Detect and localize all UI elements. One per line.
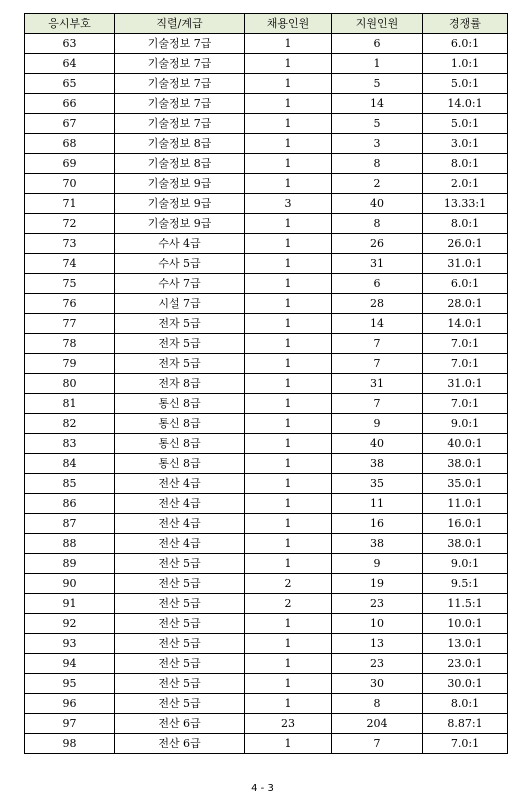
position-grade-cell: 통신 8급 [115, 434, 245, 454]
position-grade-cell: 통신 8급 [115, 414, 245, 434]
hiring-count-cell: 1 [245, 34, 332, 54]
exam-code-cell: 83 [25, 434, 115, 454]
competition-ratio-cell: 10.0:1 [423, 614, 508, 634]
position-grade-cell: 전산 6급 [115, 734, 245, 754]
hiring-count-cell: 3 [245, 194, 332, 214]
table-row [25, 654, 508, 674]
position-grade-cell: 수사 7급 [115, 274, 245, 294]
hiring-count-cell: 1 [245, 274, 332, 294]
position-grade-cell: 전자 8급 [115, 374, 245, 394]
table-row [25, 54, 508, 74]
table-row [25, 474, 508, 494]
applicant-count-cell: 6 [332, 274, 423, 294]
applicant-count-cell: 19 [332, 574, 423, 594]
exam-code-cell: 70 [25, 174, 115, 194]
hiring-count-cell: 1 [245, 94, 332, 114]
position-grade-cell: 전산 5급 [115, 694, 245, 714]
position-grade-cell: 전산 4급 [115, 474, 245, 494]
competition-ratio-cell: 26.0:1 [423, 234, 508, 254]
exam-code-cell: 97 [25, 714, 115, 734]
exam-code-cell: 73 [25, 234, 115, 254]
exam-code-cell: 71 [25, 194, 115, 214]
position-grade-cell: 전산 4급 [115, 534, 245, 554]
hiring-count-cell: 1 [245, 554, 332, 574]
table-row [25, 734, 508, 754]
position-grade-cell: 전산 4급 [115, 514, 245, 534]
competition-ratio-cell: 31.0:1 [423, 374, 508, 394]
table-body [25, 34, 508, 754]
competition-ratio-cell: 11.0:1 [423, 494, 508, 514]
hiring-count-cell: 1 [245, 454, 332, 474]
exam-code-cell: 85 [25, 474, 115, 494]
exam-code-cell: 93 [25, 634, 115, 654]
hiring-count-cell: 1 [245, 414, 332, 434]
exam-code-cell: 88 [25, 534, 115, 554]
table-row [25, 294, 508, 314]
competition-ratio-cell: 23.0:1 [423, 654, 508, 674]
competition-ratio-cell: 5.0:1 [423, 114, 508, 134]
exam-code-cell: 80 [25, 374, 115, 394]
hiring-count-cell: 1 [245, 734, 332, 754]
table-row [25, 174, 508, 194]
applicant-count-cell: 8 [332, 214, 423, 234]
exam-code-cell: 89 [25, 554, 115, 574]
position-grade-cell: 전산 5급 [115, 594, 245, 614]
exam-code-cell: 77 [25, 314, 115, 334]
position-grade-cell: 기술정보 7급 [115, 34, 245, 54]
position-grade-cell: 기술정보 9급 [115, 214, 245, 234]
exam-code-cell: 98 [25, 734, 115, 754]
table-row [25, 94, 508, 114]
table-header-row [25, 14, 508, 34]
position-grade-cell: 수사 5급 [115, 254, 245, 274]
applicant-count-cell: 1 [332, 54, 423, 74]
hiring-count-cell: 1 [245, 334, 332, 354]
competition-ratio-cell: 9.0:1 [423, 414, 508, 434]
header-hiring-count: 채용인원 [245, 14, 332, 34]
exam-code-cell: 92 [25, 614, 115, 634]
applicant-count-cell: 7 [332, 394, 423, 414]
competition-ratio-cell: 31.0:1 [423, 254, 508, 274]
position-grade-cell: 전산 5급 [115, 654, 245, 674]
position-grade-cell: 통신 8급 [115, 394, 245, 414]
hiring-count-cell: 1 [245, 154, 332, 174]
hiring-count-cell: 1 [245, 634, 332, 654]
table-row [25, 34, 508, 54]
competition-ratio-cell: 6.0:1 [423, 274, 508, 294]
competition-ratio-cell: 9.0:1 [423, 554, 508, 574]
competition-ratio-cell: 28.0:1 [423, 294, 508, 314]
applicant-count-cell: 5 [332, 74, 423, 94]
table-row [25, 394, 508, 414]
table-row [25, 514, 508, 534]
hiring-count-cell: 1 [245, 354, 332, 374]
competition-ratio-cell: 35.0:1 [423, 474, 508, 494]
competition-ratio-cell: 8.87:1 [423, 714, 508, 734]
hiring-count-cell: 1 [245, 534, 332, 554]
competition-ratio-cell: 8.0:1 [423, 694, 508, 714]
applicant-count-cell: 31 [332, 254, 423, 274]
applicant-count-cell: 16 [332, 514, 423, 534]
applicant-count-cell: 9 [332, 414, 423, 434]
exam-code-cell: 96 [25, 694, 115, 714]
applicant-count-cell: 2 [332, 174, 423, 194]
competition-ratio-cell: 7.0:1 [423, 734, 508, 754]
competition-ratio-cell: 38.0:1 [423, 534, 508, 554]
hiring-count-cell: 1 [245, 694, 332, 714]
exam-code-cell: 72 [25, 214, 115, 234]
hiring-count-cell: 1 [245, 74, 332, 94]
table-row [25, 414, 508, 434]
applicant-count-cell: 3 [332, 134, 423, 154]
table-row [25, 214, 508, 234]
competition-ratio-cell: 38.0:1 [423, 454, 508, 474]
exam-code-cell: 86 [25, 494, 115, 514]
table-row [25, 234, 508, 254]
hiring-count-cell: 2 [245, 574, 332, 594]
position-grade-cell: 전산 6급 [115, 714, 245, 734]
applicant-count-cell: 26 [332, 234, 423, 254]
position-grade-cell: 전자 5급 [115, 334, 245, 354]
exam-code-cell: 75 [25, 274, 115, 294]
exam-code-cell: 87 [25, 514, 115, 534]
applicant-count-cell: 38 [332, 454, 423, 474]
applicant-count-cell: 7 [332, 334, 423, 354]
applicant-count-cell: 23 [332, 594, 423, 614]
position-grade-cell: 전산 5급 [115, 614, 245, 634]
hiring-count-cell: 1 [245, 54, 332, 74]
hiring-count-cell: 1 [245, 654, 332, 674]
table-row [25, 314, 508, 334]
hiring-count-cell: 1 [245, 514, 332, 534]
exam-code-cell: 79 [25, 354, 115, 374]
hiring-count-cell: 1 [245, 494, 332, 514]
applicant-count-cell: 40 [332, 194, 423, 214]
position-grade-cell: 기술정보 7급 [115, 74, 245, 94]
exam-code-cell: 84 [25, 454, 115, 474]
applicant-count-cell: 23 [332, 654, 423, 674]
position-grade-cell: 통신 8급 [115, 454, 245, 474]
exam-code-cell: 94 [25, 654, 115, 674]
hiring-count-cell: 2 [245, 594, 332, 614]
exam-code-cell: 78 [25, 334, 115, 354]
position-grade-cell: 전산 4급 [115, 494, 245, 514]
competition-ratio-cell: 1.0:1 [423, 54, 508, 74]
hiring-count-cell: 23 [245, 714, 332, 734]
applicant-count-cell: 28 [332, 294, 423, 314]
hiring-count-cell: 1 [245, 114, 332, 134]
table-row [25, 434, 508, 454]
position-grade-cell: 시설 7급 [115, 294, 245, 314]
hiring-count-cell: 1 [245, 614, 332, 634]
applicant-count-cell: 10 [332, 614, 423, 634]
competition-ratio-cell: 14.0:1 [423, 94, 508, 114]
applicant-count-cell: 6 [332, 34, 423, 54]
exam-code-cell: 74 [25, 254, 115, 274]
hiring-count-cell: 1 [245, 394, 332, 414]
position-grade-cell: 기술정보 8급 [115, 134, 245, 154]
header-exam-code: 응시부호 [25, 14, 115, 34]
hiring-count-cell: 1 [245, 314, 332, 334]
page-number: 4 - 3 [251, 783, 274, 794]
applicant-count-cell: 11 [332, 494, 423, 514]
table-row [25, 694, 508, 714]
position-grade-cell: 기술정보 9급 [115, 194, 245, 214]
table-row [25, 714, 508, 734]
competition-ratio-cell: 40.0:1 [423, 434, 508, 454]
applicant-count-cell: 35 [332, 474, 423, 494]
competition-ratio-cell: 13.33:1 [423, 194, 508, 214]
applicant-count-cell: 38 [332, 534, 423, 554]
exam-code-cell: 63 [25, 34, 115, 54]
table-row [25, 154, 508, 174]
table-row [25, 354, 508, 374]
position-grade-cell: 수사 4급 [115, 234, 245, 254]
position-grade-cell: 기술정보 7급 [115, 54, 245, 74]
position-grade-cell: 전산 5급 [115, 634, 245, 654]
competition-ratio-cell: 8.0:1 [423, 214, 508, 234]
hiring-count-cell: 1 [245, 434, 332, 454]
exam-code-cell: 69 [25, 154, 115, 174]
applicant-count-cell: 31 [332, 374, 423, 394]
header-applicant-count: 지원인원 [332, 14, 423, 34]
table-row [25, 374, 508, 394]
hiring-count-cell: 1 [245, 174, 332, 194]
applicant-count-cell: 5 [332, 114, 423, 134]
applicant-count-cell: 30 [332, 674, 423, 694]
table-row [25, 114, 508, 134]
position-grade-cell: 전자 5급 [115, 354, 245, 374]
hiring-count-cell: 1 [245, 374, 332, 394]
applicant-count-cell: 8 [332, 694, 423, 714]
hiring-count-cell: 1 [245, 674, 332, 694]
hiring-count-cell: 1 [245, 294, 332, 314]
competition-ratio-cell: 13.0:1 [423, 634, 508, 654]
table-row [25, 494, 508, 514]
applicant-count-cell: 14 [332, 94, 423, 114]
table-row [25, 674, 508, 694]
exam-code-cell: 64 [25, 54, 115, 74]
exam-code-cell: 91 [25, 594, 115, 614]
competition-ratio-cell: 30.0:1 [423, 674, 508, 694]
hiring-count-cell: 1 [245, 474, 332, 494]
table-row [25, 594, 508, 614]
applicant-count-cell: 14 [332, 314, 423, 334]
exam-code-cell: 68 [25, 134, 115, 154]
competition-ratio-cell: 7.0:1 [423, 394, 508, 414]
competition-ratio-cell: 9.5:1 [423, 574, 508, 594]
competition-ratio-cell: 3.0:1 [423, 134, 508, 154]
position-grade-cell: 전산 5급 [115, 554, 245, 574]
exam-code-cell: 67 [25, 114, 115, 134]
exam-code-cell: 82 [25, 414, 115, 434]
applicant-count-cell: 204 [332, 714, 423, 734]
exam-code-cell: 65 [25, 74, 115, 94]
competition-ratio-cell: 8.0:1 [423, 154, 508, 174]
position-grade-cell: 전자 5급 [115, 314, 245, 334]
table-row [25, 274, 508, 294]
competition-ratio-cell: 5.0:1 [423, 74, 508, 94]
hiring-count-cell: 1 [245, 134, 332, 154]
table-row [25, 614, 508, 634]
competition-ratio-cell: 7.0:1 [423, 354, 508, 374]
table-row [25, 194, 508, 214]
hiring-count-cell: 1 [245, 234, 332, 254]
competition-table [24, 13, 508, 754]
applicant-count-cell: 40 [332, 434, 423, 454]
exam-code-cell: 95 [25, 674, 115, 694]
position-grade-cell: 기술정보 8급 [115, 154, 245, 174]
competition-ratio-cell: 2.0:1 [423, 174, 508, 194]
header-competition-ratio: 경쟁률 [423, 14, 508, 34]
applicant-count-cell: 7 [332, 734, 423, 754]
table-row [25, 254, 508, 274]
table-row [25, 554, 508, 574]
hiring-count-cell: 1 [245, 254, 332, 274]
competition-ratio-cell: 14.0:1 [423, 314, 508, 334]
competition-ratio-cell: 7.0:1 [423, 334, 508, 354]
position-grade-cell: 전산 5급 [115, 674, 245, 694]
applicant-count-cell: 7 [332, 354, 423, 374]
applicant-count-cell: 9 [332, 554, 423, 574]
competition-ratio-cell: 16.0:1 [423, 514, 508, 534]
header-position-grade: 직렬/계급 [115, 14, 245, 34]
hiring-count-cell: 1 [245, 214, 332, 234]
table-row [25, 534, 508, 554]
table-row [25, 334, 508, 354]
position-grade-cell: 기술정보 9급 [115, 174, 245, 194]
competition-ratio-cell: 11.5:1 [423, 594, 508, 614]
exam-code-cell: 90 [25, 574, 115, 594]
table-row [25, 74, 508, 94]
applicant-count-cell: 13 [332, 634, 423, 654]
table-row [25, 634, 508, 654]
exam-code-cell: 76 [25, 294, 115, 314]
table-row [25, 454, 508, 474]
position-grade-cell: 기술정보 7급 [115, 114, 245, 134]
exam-code-cell: 81 [25, 394, 115, 414]
applicant-count-cell: 8 [332, 154, 423, 174]
competition-ratio-cell: 6.0:1 [423, 34, 508, 54]
table-row [25, 574, 508, 594]
position-grade-cell: 전산 5급 [115, 574, 245, 594]
exam-code-cell: 66 [25, 94, 115, 114]
position-grade-cell: 기술정보 7급 [115, 94, 245, 114]
table-row [25, 134, 508, 154]
